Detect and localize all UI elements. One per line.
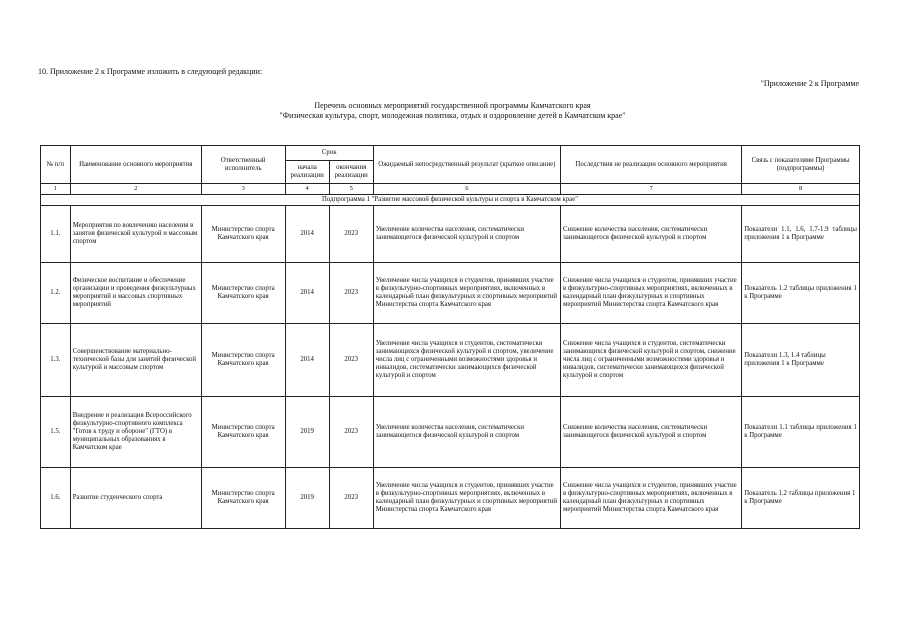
col-number: 7 [561,184,742,195]
row-num: 1.3. [41,324,71,397]
row-result: Увеличение количества населения, систематически занимающегося физической культурой и спортом [373,206,560,263]
col-number: 5 [329,184,373,195]
row-consequence: Снижение количества населения, систематически занимающегося физической культурой и спортом [561,397,742,468]
row-end: 2023 [329,206,373,263]
row-end: 2023 [329,324,373,397]
row-name: Внедрение и реализация Всероссийского физкультурно-спортивного комплекса "Готов к труду и обороне" (ГТО) в муниципальных образованиях в Камчатском крае [70,397,201,468]
intro-text: 10. Приложение 2 к Программе изложить в следующей редакции: [38,67,263,76]
row-num: 1.1. [41,206,71,263]
row-consequence: Снижение количества населения, систематически занимающегося физической культурой и спортом [561,206,742,263]
appendix-label: "Приложение 2 к Программе [760,79,859,88]
row-consequence: Снижение числа учащихся и студентов, систематически занимающихся физической культурой и спортом, снижение числа лиц с ограниченными возможностями здоровья и инвалидов, систематически занимающихся физической культурой и спортом [561,324,742,397]
row-start: 2014 [285,324,329,397]
measures-table [40,145,860,529]
row-start: 2014 [285,263,329,324]
row-consequence: Снижение числа учащихся и студентов, принявших участие в физкультурно-спортивных мероприятиях, включенных в календарный план физкультурных и спортивных мероприятий Министерства спорта Камчатского края [561,468,742,529]
header-consequence: Последствия не реализации основного мероприятия [561,146,742,184]
row-start: 2019 [285,468,329,529]
subprogram-row [41,195,860,206]
row-link: Показатель 1.2 таблицы приложения 1 к Программе [742,263,860,324]
row-end: 2023 [329,397,373,468]
row-end: 2023 [329,468,373,529]
row-link: Показатель 1.2 таблицы приложения 1 к Программе [742,468,860,529]
col-number: 4 [285,184,329,195]
table-row [41,324,860,397]
row-result: Увеличение числа учащихся и студентов, принявших участие в физкультурно-спортивных мероприятиях, включенных в календарный план физкультурных и спортивных мероприятий Министерства спорта Камчатского края [373,468,560,529]
row-executor: Министерство спорта Камчатского края [201,263,285,324]
row-name: Физическое воспитание и обеспечение организации и проведения физкультурных мероприятий и массовых спортивных мероприятий [70,263,201,324]
row-name: Мероприятия по вовлечению населения в занятия физической культурой и массовым спортом [70,206,201,263]
row-name: Развитие студенческого спорта [70,468,201,529]
row-result: Увеличение количества населения, систематически занимающегося физической культурой и спортом [373,397,560,468]
row-result: Увеличение числа учащихся и студентов, принявших участие в физкультурно-спортивных мероприятиях, включенных в календарный план физкультурных и спортивных мероприятий Министерства спорта Камчатского края [373,263,560,324]
header-name: Наименование основного мероприятия [70,146,201,184]
header-num: № п/п [41,146,71,184]
row-end: 2023 [329,263,373,324]
row-name: Совершенствование материально-технической базы для занятий физической культурой и массовым спортом [70,324,201,397]
row-link: Показатели 1.1, 1.6, 1.7-1.9 таблицы приложения 1 к Программе [742,206,860,263]
row-executor: Министерство спорта Камчатского края [201,468,285,529]
col-number: 3 [201,184,285,195]
header-executor: Ответственный исполнитель [201,146,285,184]
row-num: 1.5. [41,397,71,468]
header-row [41,146,860,161]
table-row [41,397,860,468]
title-line-1: Перечень основных мероприятий государственной программы Камчатского края [314,101,591,110]
row-start: 2014 [285,206,329,263]
header-end: окончания реализации [329,161,373,184]
col-number: 1 [41,184,71,195]
row-result: Увеличение числа учащихся и студентов, систематически занимающихся физической культурой и спортом, увеличение числа лиц с ограниченными возможностями здоровья и инвалидов, систематически занимающихся физической культурой и спортом [373,324,560,397]
row-executor: Министерство спорта Камчатского края [201,324,285,397]
table-row [41,263,860,324]
col-number: 6 [373,184,560,195]
row-link: Показатели 1.1 таблицы приложения 1 к Программе [742,397,860,468]
header-link: Связь с показателями Программы (подпрограммы) [742,146,860,184]
col-number: 8 [742,184,860,195]
document-title [0,101,905,121]
col-number: 2 [70,184,201,195]
header-start: начала реализации [285,161,329,184]
header-result: Ожидаемый непосредственный результат (краткое описание) [373,146,560,184]
header-term: Срок [285,146,373,161]
row-executor: Министерство спорта Камчатского края [201,397,285,468]
title-line-2: "Физическая культура, спорт, молодежная политика, отдых и оздоровление детей в Камчатском крае" [279,111,626,120]
row-num: 1.2. [41,263,71,324]
column-numbers-row [41,184,860,195]
row-num: 1.6. [41,468,71,529]
row-consequence: Снижение числа учащихся и студентов, принявших участие в физкультурно-спортивных мероприятиях, включенных в календарный план физкультурных и спортивных мероприятий Министерства спорта Камчатского края [561,263,742,324]
row-executor: Министерство спорта Камчатского края [201,206,285,263]
table-row [41,468,860,529]
table-row [41,206,860,263]
row-link: Показатели 1.3, 1.4 таблицы приложения 1 к Программе [742,324,860,397]
subprogram-title: Подпрограмма 1 "Развитие массовой физической культуры и спорта в Камчатском крае" [41,195,860,206]
row-start: 2019 [285,397,329,468]
